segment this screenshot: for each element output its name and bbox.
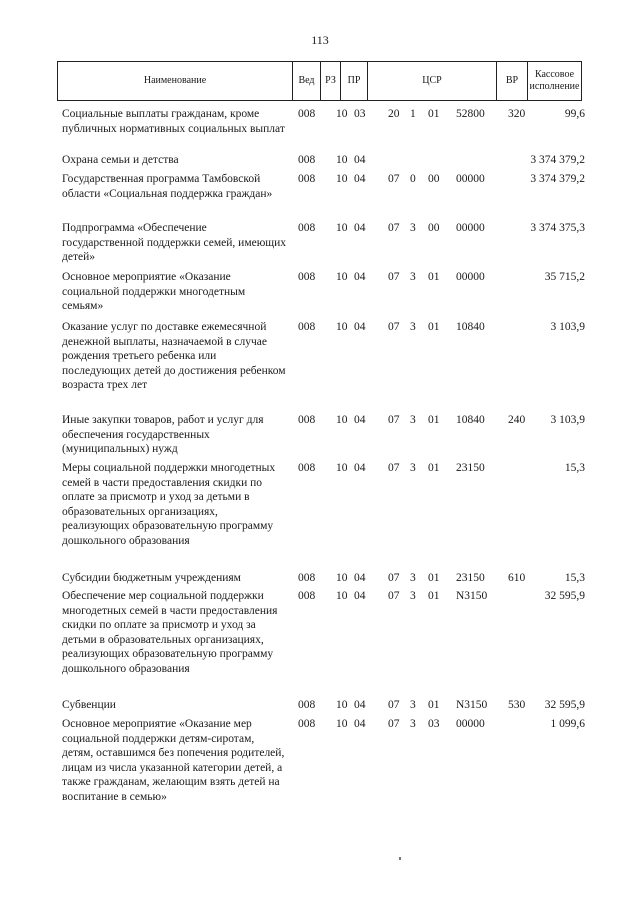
cell-c1: 07	[388, 271, 400, 283]
cell-pr: 04	[354, 590, 366, 602]
cell-vr: 320	[508, 108, 526, 120]
cell-name: Субвенции	[62, 699, 116, 711]
cell-c4: 00000	[456, 271, 485, 283]
cell-name: Меры социальной поддержки многодетных семей в части предоставления скидки по оплате за присмотр и уход за детьми в образовательных организациях, реализующих образовательную программу дошкольного образования	[62, 462, 276, 547]
cell-name: Основное мероприятие «Оказание мер социальной поддержки детям-сиротам, детям, оставшимся без попечения родителей, лицам из числа указанной категории детей, а также гражданам, желающим взять детей на воспитание в семью»	[62, 718, 285, 803]
cell-pr: 03	[354, 108, 366, 120]
cell-rz: 10	[336, 462, 348, 474]
cell-vr: 240	[508, 414, 526, 426]
cell-ved: 008	[298, 108, 316, 120]
cell-kas: 32 595,9	[544, 699, 585, 711]
cell-c2: 3	[410, 414, 416, 426]
cell-rz: 10	[336, 222, 348, 234]
cell-vr: 530	[508, 699, 526, 711]
cell-rz: 10	[336, 173, 348, 185]
page-number: 113	[311, 33, 329, 47]
cell-pr: 04	[354, 154, 366, 166]
cell-vr: 610	[508, 572, 526, 584]
cell-c2: 3	[410, 462, 416, 474]
cell-c4: 23150	[456, 572, 485, 584]
cell-kas: 3 103,9	[550, 321, 585, 333]
cell-c2: 3	[410, 321, 416, 333]
cell-rz: 10	[336, 718, 348, 730]
cell-rz: 10	[336, 154, 348, 166]
cell-c1: 07	[388, 414, 400, 426]
cell-name: Охрана семьи и детства	[62, 154, 179, 166]
header-pr: ПР	[341, 62, 368, 100]
cell-c1: 07	[388, 699, 400, 711]
header-kas: Кассовое исполнение	[529, 69, 580, 92]
cell-rz: 10	[336, 271, 348, 283]
cell-c4: 52800	[456, 108, 485, 120]
cell-kas: 3 103,9	[550, 414, 585, 426]
cell-pr: 04	[354, 572, 366, 584]
cell-c3: 01	[428, 321, 440, 333]
cell-name: Государственная программа Тамбовской области «Социальная поддержка граждан»	[62, 173, 273, 200]
cell-c4: N3150	[456, 590, 488, 602]
cell-c2: 3	[410, 718, 416, 730]
cell-c3: 01	[428, 108, 440, 120]
cell-pr: 04	[354, 222, 366, 234]
header-vr: ВР	[497, 62, 528, 100]
cell-rz: 10	[336, 699, 348, 711]
cell-c4: 10840	[456, 321, 485, 333]
cell-ved: 008	[298, 222, 316, 234]
cell-c3: 01	[428, 572, 440, 584]
cell-ved: 008	[298, 321, 316, 333]
cell-c1: 07	[388, 222, 400, 234]
cell-c2: 0	[410, 173, 416, 185]
cell-name: Оказание услуг по доставке ежемесячной денежной выплаты, назначаемой в случае рождения третьего ребенка или последующих детей до достижения ребенком возраста трех лет	[62, 321, 286, 391]
cell-c3: 01	[428, 414, 440, 426]
cell-pr: 04	[354, 462, 366, 474]
cell-rz: 10	[336, 108, 348, 120]
cell-kas: 15,3	[564, 572, 585, 584]
cell-c3: 01	[428, 271, 440, 283]
cell-c1: 07	[388, 173, 400, 185]
cell-c4: 23150	[456, 462, 485, 474]
cell-c2: 3	[410, 222, 416, 234]
cell-kas: 99,6	[564, 108, 585, 120]
cell-ved: 008	[298, 572, 316, 584]
header-ved: Вед	[293, 62, 321, 100]
cell-c1: 07	[388, 462, 400, 474]
table-header	[57, 61, 582, 101]
cell-kas: 35 715,2	[544, 271, 585, 283]
cell-c1: 07	[388, 572, 400, 584]
cell-ved: 008	[298, 590, 316, 602]
cell-c3: 00	[428, 173, 440, 185]
cell-name: Подпрограмма «Обеспечение государственной поддержки семей, имеющих детей»	[62, 222, 287, 263]
cell-ved: 008	[298, 154, 316, 166]
cell-kas: 1 099,6	[550, 718, 585, 730]
cell-c3: 00	[428, 222, 440, 234]
cell-kas: 15,3	[564, 462, 585, 474]
cell-kas: 32 595,9	[544, 590, 585, 602]
cell-ved: 008	[298, 699, 316, 711]
cell-c3: 01	[428, 590, 440, 602]
cell-rz: 10	[336, 572, 348, 584]
header-name: Наименование	[58, 62, 293, 100]
header-csr: ЦСР	[368, 62, 497, 100]
cell-c3: 03	[428, 718, 440, 730]
cell-c2: 3	[410, 699, 416, 711]
cell-c4: 00000	[456, 222, 485, 234]
cell-rz: 10	[336, 590, 348, 602]
scan-speck	[399, 857, 401, 860]
cell-name: Основное мероприятие «Оказание социальной поддержки многодетным семьям»	[62, 271, 246, 312]
cell-ved: 008	[298, 718, 316, 730]
cell-pr: 04	[354, 173, 366, 185]
cell-c1: 20	[388, 108, 400, 120]
cell-name: Субсидии бюджетным учреждениям	[62, 572, 241, 584]
cell-c1: 07	[388, 718, 400, 730]
cell-c1: 07	[388, 321, 400, 333]
cell-pr: 04	[354, 414, 366, 426]
cell-pr: 04	[354, 718, 366, 730]
cell-c2: 3	[410, 590, 416, 602]
cell-c2: 1	[410, 108, 416, 120]
cell-c2: 3	[410, 271, 416, 283]
cell-c4: 00000	[456, 718, 485, 730]
cell-name: Обеспечение мер социальной поддержки многодетных семей в части предоставления скидки по оплате за присмотр и уход за детьми в образовательных организациях, реализующих образовательную программу дошкольного образования	[62, 590, 278, 675]
cell-c4: 10840	[456, 414, 485, 426]
cell-c1: 07	[388, 590, 400, 602]
cell-c3: 01	[428, 462, 440, 474]
cell-ved: 008	[298, 271, 316, 283]
cell-c2: 3	[410, 572, 416, 584]
cell-pr: 04	[354, 321, 366, 333]
cell-name: Иные закупки товаров, работ и услуг для обеспечения государственных (муниципальных) нужд	[62, 414, 264, 455]
cell-pr: 04	[354, 271, 366, 283]
cell-c4: N3150	[456, 699, 488, 711]
cell-kas: 3 374 379,2	[530, 154, 585, 166]
cell-rz: 10	[336, 414, 348, 426]
cell-ved: 008	[298, 462, 316, 474]
cell-kas: 3 374 379,2	[530, 173, 585, 185]
cell-c3: 01	[428, 699, 440, 711]
cell-rz: 10	[336, 321, 348, 333]
cell-pr: 04	[354, 699, 366, 711]
header-rz: РЗ	[321, 62, 341, 100]
cell-name: Социальные выплаты гражданам, кроме публичных нормативных социальных выплат	[62, 108, 285, 135]
cell-c4: 00000	[456, 173, 485, 185]
cell-kas: 3 374 375,3	[530, 222, 585, 234]
cell-ved: 008	[298, 414, 316, 426]
cell-ved: 008	[298, 173, 316, 185]
